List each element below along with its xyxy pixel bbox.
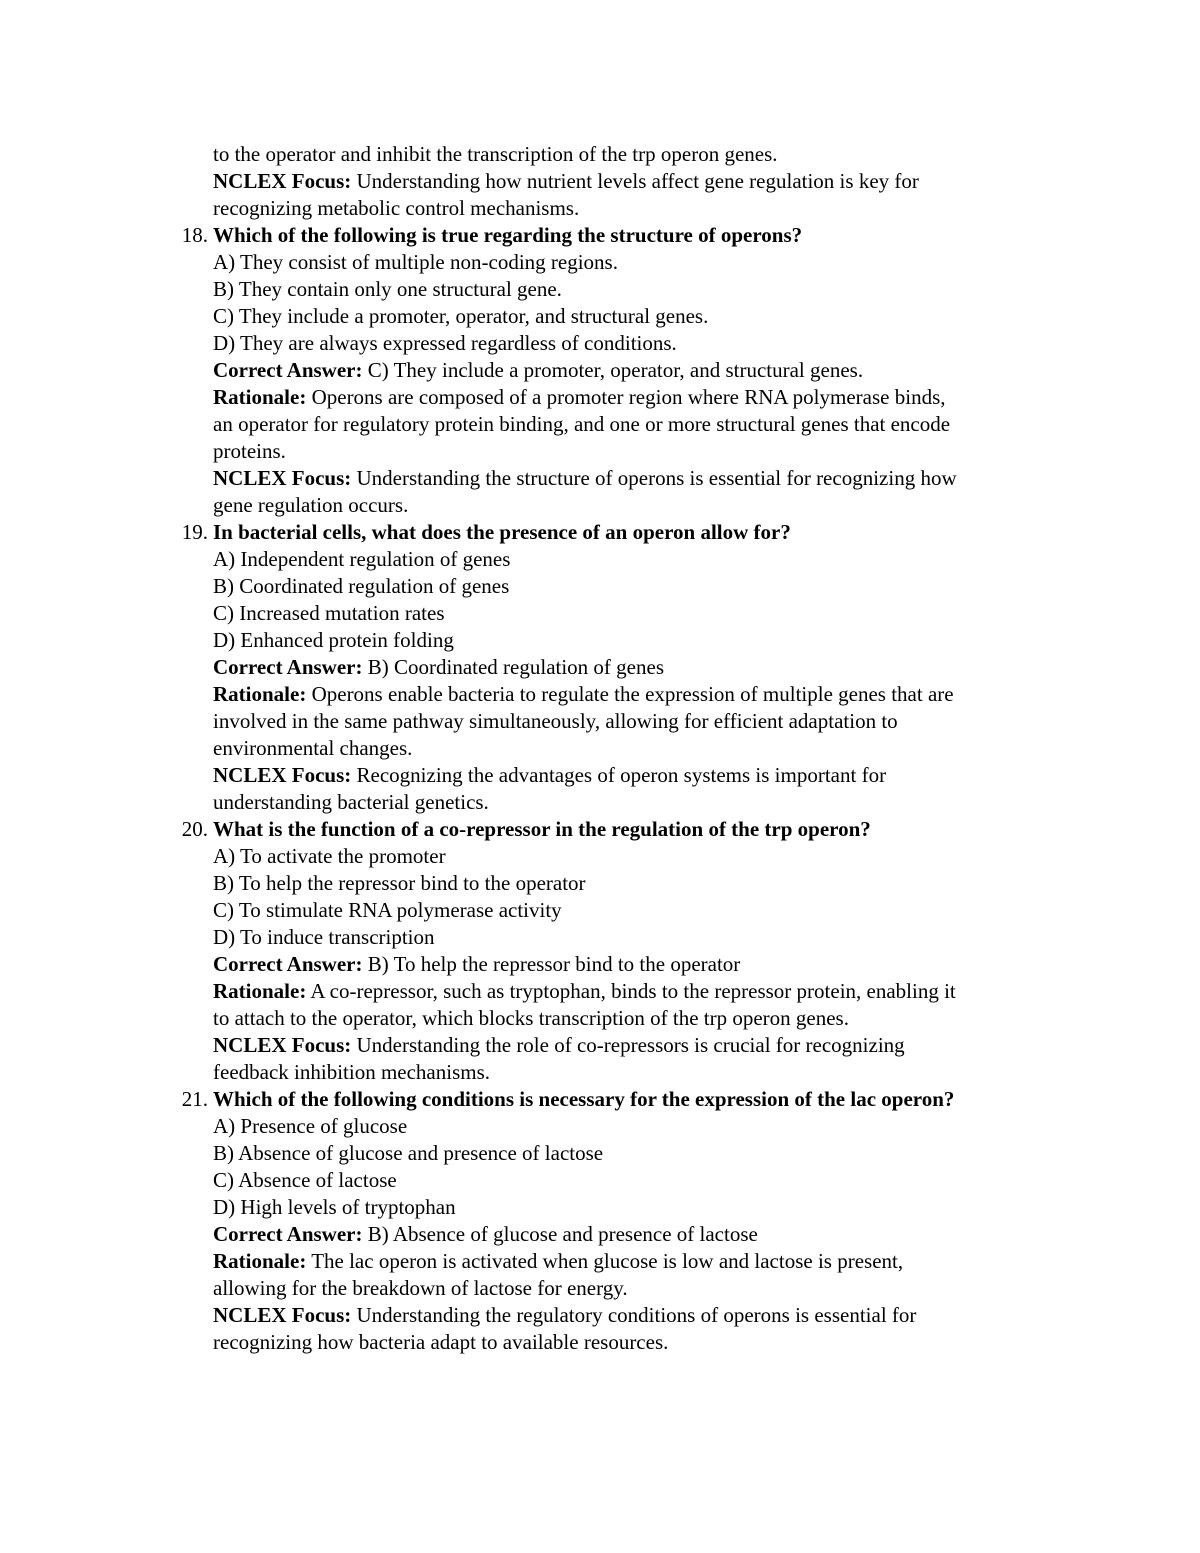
option-a: A) Independent regulation of genes bbox=[213, 547, 511, 571]
continuation-text: to the operator and inhibit the transcription of the trp operon genes. bbox=[213, 142, 778, 166]
option-d: D) They are always expressed regardless of conditions. bbox=[213, 331, 677, 355]
option-b: B) To help the repressor bind to the operator bbox=[213, 871, 586, 895]
question-19 bbox=[160, 519, 1060, 546]
nclex-text: Understanding the regulatory conditions of operons is essential for bbox=[351, 1303, 917, 1327]
nclex-focus bbox=[160, 1302, 1060, 1329]
correct-answer bbox=[160, 357, 1060, 384]
rationale-line: proteins. bbox=[213, 439, 286, 463]
option-c: C) They include a promoter, operator, and structural genes. bbox=[213, 304, 709, 328]
option-d: D) High levels of tryptophan bbox=[213, 1195, 456, 1219]
option-d: D) To induce transcription bbox=[213, 925, 435, 949]
rationale-text: Operons are composed of a promoter region where RNA polymerase binds, bbox=[306, 385, 946, 409]
option-a: A) They consist of multiple non-coding regions. bbox=[213, 250, 618, 274]
answer-label: Correct Answer: bbox=[213, 952, 363, 976]
rationale-line: allowing for the breakdown of lactose for energy. bbox=[213, 1276, 628, 1300]
question-text: In bacterial cells, what does the presence of an operon allow for? bbox=[213, 520, 791, 544]
question-text: Which of the following is true regarding the structure of operons? bbox=[213, 223, 803, 247]
nclex-label: NCLEX Focus: bbox=[213, 1303, 352, 1327]
rationale bbox=[160, 1248, 1060, 1275]
option-a: A) Presence of glucose bbox=[213, 1114, 408, 1138]
question-number: 19. bbox=[181, 520, 208, 544]
question-text: What is the function of a co-repressor in the regulation of the trp operon? bbox=[213, 817, 871, 841]
question-text: Which of the following conditions is necessary for the expression of the lac operon? bbox=[213, 1087, 955, 1111]
answer-label: Correct Answer: bbox=[213, 1222, 363, 1246]
nclex-label: NCLEX Focus: bbox=[213, 466, 352, 490]
option-b: B) Absence of glucose and presence of lactose bbox=[213, 1141, 604, 1165]
question-20 bbox=[160, 816, 1060, 843]
question-18 bbox=[160, 222, 1060, 249]
option-a: A) To activate the promoter bbox=[213, 844, 446, 868]
rationale-line: to attach to the operator, which blocks transcription of the trp operon genes. bbox=[213, 1006, 849, 1030]
answer-text: C) They include a promoter, operator, and structural genes. bbox=[362, 358, 864, 382]
nclex-text: Understanding the structure of operons is essential for recognizing how bbox=[351, 466, 957, 490]
nclex-label: NCLEX Focus: bbox=[213, 169, 352, 193]
rationale-text: The lac operon is activated when glucose is low and lactose is present, bbox=[306, 1249, 904, 1273]
rationale-label: Rationale: bbox=[213, 1249, 307, 1273]
question-number: 20. bbox=[181, 817, 208, 841]
option-d: D) Enhanced protein folding bbox=[213, 628, 454, 652]
nclex-label: NCLEX Focus: bbox=[213, 1033, 352, 1057]
continuation-nclex-line-2: recognizing metabolic control mechanisms. bbox=[213, 196, 580, 220]
correct-answer bbox=[160, 1221, 1060, 1248]
nclex-text: Understanding the role of co-repressors is crucial for recognizing bbox=[351, 1033, 905, 1057]
rationale-line: environmental changes. bbox=[213, 736, 413, 760]
option-b: B) They contain only one structural gene. bbox=[213, 277, 562, 301]
answer-text: B) To help the repressor bind to the operator bbox=[362, 952, 741, 976]
answer-label: Correct Answer: bbox=[213, 358, 363, 382]
nclex-focus bbox=[160, 1032, 1060, 1059]
option-c: C) Absence of lactose bbox=[213, 1168, 397, 1192]
rationale-label: Rationale: bbox=[213, 385, 307, 409]
nclex-focus bbox=[160, 465, 1060, 492]
nclex-label: NCLEX Focus: bbox=[213, 763, 352, 787]
nclex-line: recognizing how bacteria adapt to available resources. bbox=[213, 1330, 669, 1354]
rationale bbox=[160, 978, 1060, 1005]
rationale-text: A co-repressor, such as tryptophan, binds to the repressor protein, enabling it bbox=[306, 979, 956, 1003]
correct-answer bbox=[160, 951, 1060, 978]
option-c: C) Increased mutation rates bbox=[213, 601, 445, 625]
nclex-focus bbox=[160, 762, 1060, 789]
question-number: 21. bbox=[181, 1087, 208, 1111]
answer-text: B) Absence of glucose and presence of lactose bbox=[362, 1222, 758, 1246]
rationale bbox=[160, 681, 1060, 708]
rationale bbox=[160, 384, 1060, 411]
nclex-text: Understanding how nutrient levels affect gene regulation is key for bbox=[351, 169, 919, 193]
rationale-line: an operator for regulatory protein binding, and one or more structural genes that encode bbox=[213, 412, 951, 436]
continuation-nclex bbox=[160, 168, 1060, 195]
nclex-line: understanding bacterial genetics. bbox=[213, 790, 489, 814]
rationale-label: Rationale: bbox=[213, 979, 307, 1003]
rationale-label: Rationale: bbox=[213, 682, 307, 706]
answer-text: B) Coordinated regulation of genes bbox=[362, 655, 664, 679]
option-c: C) To stimulate RNA polymerase activity bbox=[213, 898, 562, 922]
option-b: B) Coordinated regulation of genes bbox=[213, 574, 510, 598]
question-21 bbox=[160, 1086, 1060, 1113]
answer-label: Correct Answer: bbox=[213, 655, 363, 679]
nclex-line: gene regulation occurs. bbox=[213, 493, 409, 517]
correct-answer bbox=[160, 654, 1060, 681]
nclex-text: Recognizing the advantages of operon systems is important for bbox=[351, 763, 887, 787]
rationale-text: Operons enable bacteria to regulate the expression of multiple genes that are bbox=[306, 682, 954, 706]
nclex-line: feedback inhibition mechanisms. bbox=[213, 1060, 491, 1084]
question-number: 18. bbox=[181, 223, 208, 247]
page-content bbox=[160, 141, 1060, 1356]
rationale-line: involved in the same pathway simultaneously, allowing for efficient adaptation to bbox=[213, 709, 898, 733]
